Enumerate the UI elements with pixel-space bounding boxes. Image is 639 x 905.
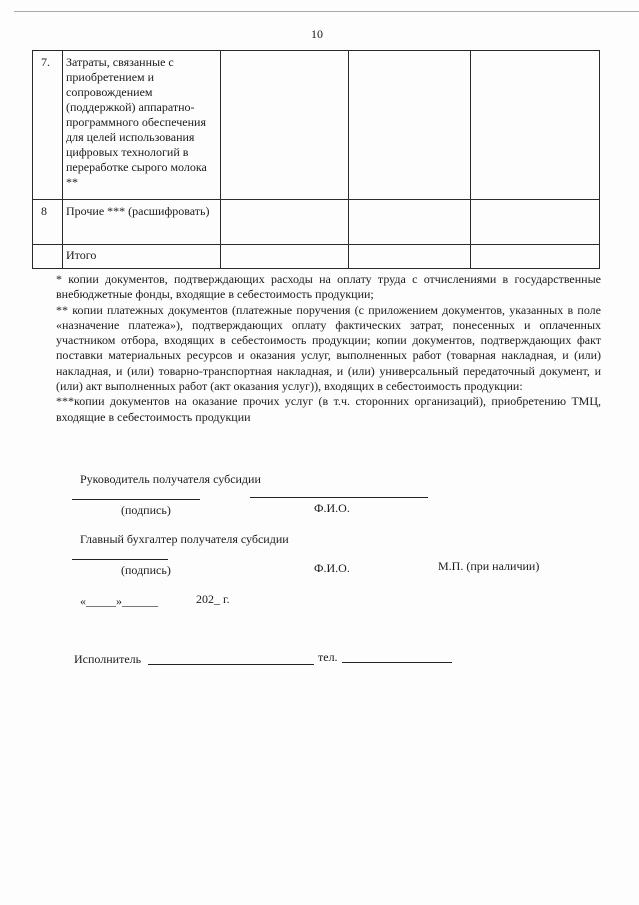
page-top-edge-line [14,11,639,12]
table-row-total [33,245,600,269]
year-field: 202_ г. [196,592,230,606]
row-name: Прочие *** (расшифровать) [63,200,221,245]
row-number: 8 [33,200,63,245]
head-signature-line [72,499,200,500]
footnotes [56,272,601,425]
stamp-caption: М.П. (при наличии) [438,559,540,573]
page-number: 10 [311,27,323,41]
date-field: «_____»______ [80,594,158,608]
table-cell [221,51,349,200]
table-cell [221,200,349,245]
table-row [33,200,600,245]
row-number: 7. [33,51,63,200]
table-cell [221,245,349,269]
expenses-table [32,50,600,269]
accountant-name-caption: Ф.И.О. [314,561,350,575]
table-cell [349,245,471,269]
head-name-caption: Ф.И.О. [314,501,350,515]
table-cell [471,245,600,269]
table-cell [471,51,600,200]
row-name: Затраты, связанные с приобретением и сопровождением (поддержкой) аппаратно-программного обеспечения для целей использования цифровых технологий в переработке сырого молока ** [63,51,221,200]
executor-line [148,664,314,665]
table-row [33,51,600,200]
accountant-signature-line [72,559,168,560]
table-cell [471,200,600,245]
head-name-line [250,497,428,498]
head-title: Руководитель получателя субсидии [80,472,261,486]
accountant-signature-caption: (подпись) [121,563,171,577]
accountant-title: Главный бухгалтер получателя субсидии [80,532,289,546]
table-cell [349,200,471,245]
head-signature-caption: (подпись) [121,503,171,517]
table-cell [349,51,471,200]
footnote-3: ***копии документов на оказание прочих услуг (в т.ч. сторонних организаций), приобретению ТМЦ, входящие в себестоимость продукции [56,394,601,424]
phone-label: тел. [318,650,338,664]
footnote-1: * копии документов, подтверждающих расходы на оплату труда с отчислениями в государственные внебюджетные фонды, входящие в себестоимость продукции; [56,272,601,302]
row-name: Итого [63,245,221,269]
row-number [33,245,63,269]
executor-label: Исполнитель [74,652,142,666]
footnote-2: ** копии платежных документов (платежные поручения (с приложением документов, указанных в поле «назначение платежа»), подтверждающих оплату фактических затрат, понесенных и оплаченных участником отбора, входящих в себестоимость продукции; копии документов, подтверждающих факт поставки материальных ресурсов и оказания услуг, выполненных работ (товарная накладная, и (или) накладная, и (или) товарно-транспортная накладная, и (или) универсальный передаточный документ, и (или) акт выполненных работ (акт оказания услуг)), входящих в себестоимость продукции: [56,302,601,394]
phone-line [342,662,452,663]
